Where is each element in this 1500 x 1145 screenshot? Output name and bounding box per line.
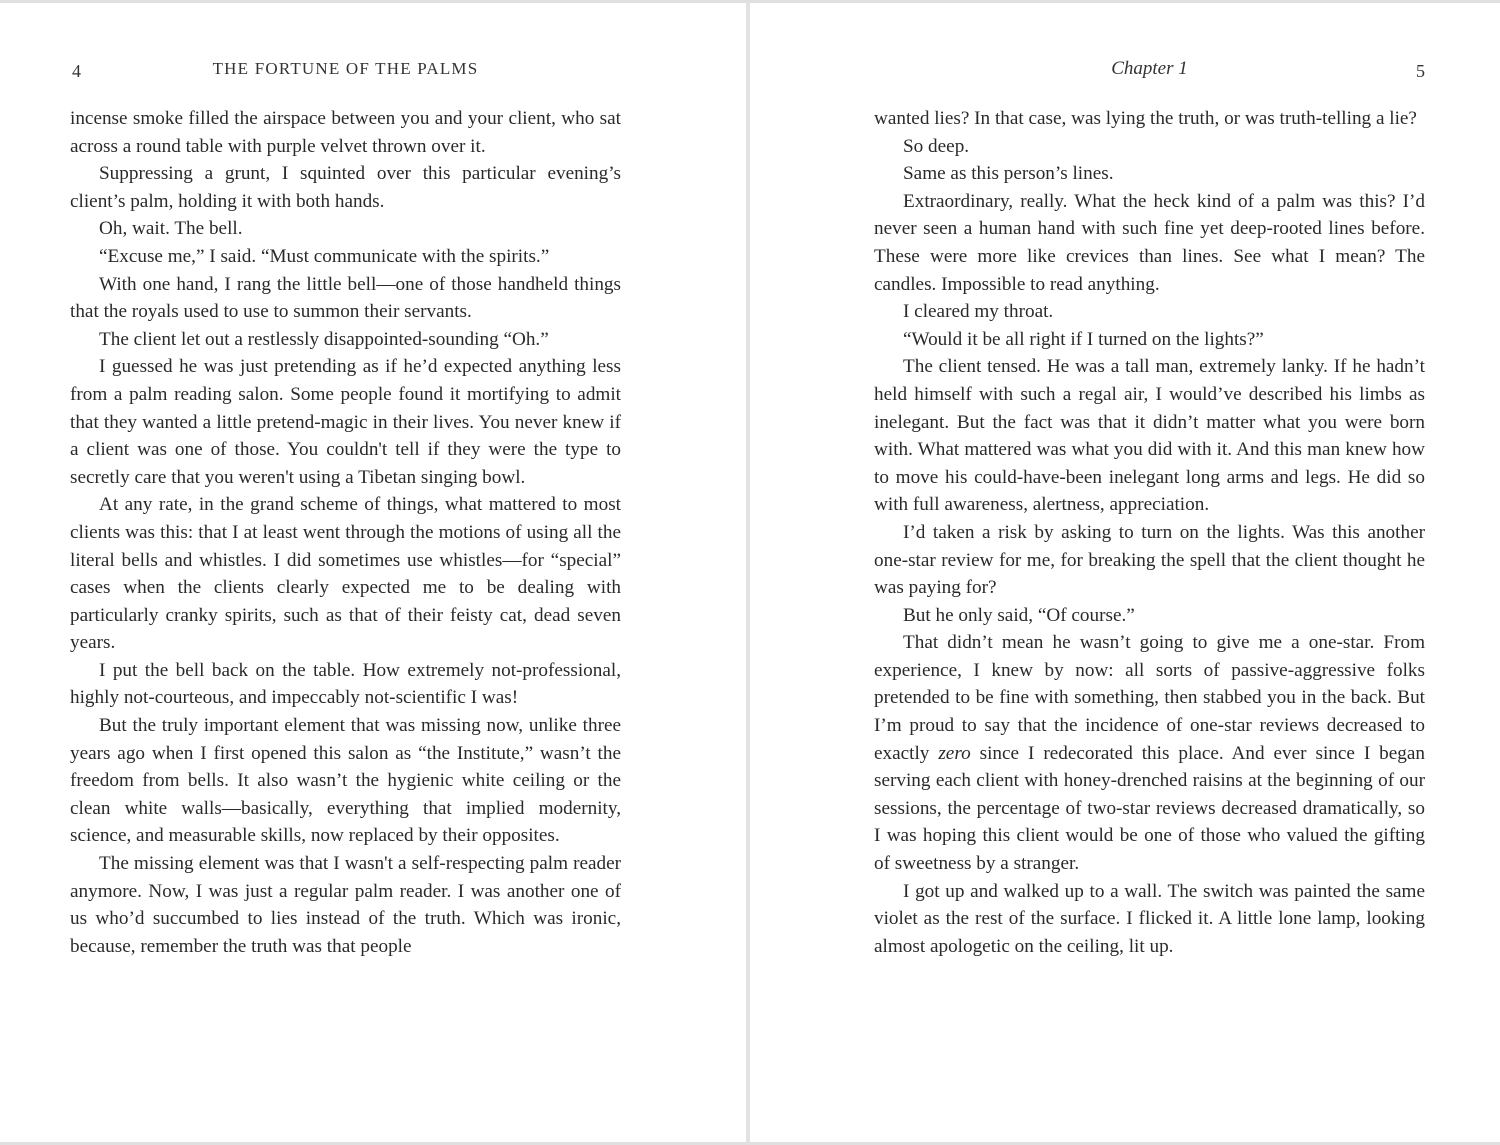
paragraph: I guessed he was just pretending as if he’d expected anything less from a palm reading salon. Some people found it mortifying to admit that they wanted a little pretend-magic in their lives. You never knew if a client was one of those. You couldn't tell if they were the type to secretly care that you weren't using a Tibetan singing bowl. <box>70 356 621 488</box>
running-head <box>874 57 1425 81</box>
paragraph: The client let out a restlessly disappointed-sounding “Oh.” <box>99 328 549 350</box>
paragraph: I got up and walked up to a wall. The switch was painted the same violet as the rest of the surface. I flicked it. A little lone lamp, looking almost apologetic on the ceiling, lit up. <box>874 880 1425 957</box>
left-page <box>0 3 746 1142</box>
page-number: 5 <box>1416 61 1425 81</box>
paragraph: With one hand, I rang the little bell—one of those handheld things that the royals used to use to summon their servants. <box>70 273 621 323</box>
paragraph: But he only said, “Of course.” <box>903 604 1135 626</box>
body-text <box>874 105 1425 960</box>
paragraph: The client tensed. He was a tall man, extremely lanky. If he hadn’t held himself with such a regal air, I would’ve described his limbs as inelegant. But the fact was that it didn’t matter what you were born with. What mattered was what you did with it. And this man knew how to move his could-have-been inelegant long arms and legs. He did so with full awareness, alertness, appreciation. <box>874 356 1425 516</box>
emphasized-word: zero <box>938 742 971 764</box>
paragraph: At any rate, in the grand scheme of things, what mattered to most clients was this: that I at least went through the motions of using all the literal bells and whistles. I did sometimes use whistles—for “special” cases when the clients clearly expected me to be dealing with particularly cranky spirits, such as that of their feisty cat, dead seven years. <box>70 494 621 654</box>
paragraph: I put the bell back on the table. How extremely not-professional, highly not-courteous, and impeccably not-scientific I was! <box>70 659 621 709</box>
book-title: THE FORTUNE OF THE PALMS <box>212 59 479 78</box>
paragraph: Oh, wait. The bell. <box>99 218 243 240</box>
text-run: That didn’t mean he wasn’t going to give me a one-star. From experience, I knew by now: all sorts of passive-aggressive folks pretended to be fine with something, then stabbed you in the back. But I’m proud to say that the incidence of one-star reviews decreased to exactly <box>874 632 1425 764</box>
paragraph: I cleared my throat. <box>903 301 1054 323</box>
paragraph: Same as this person’s lines. <box>903 163 1114 185</box>
paragraph: I’d taken a risk by asking to turn on the lights. Was this another one-star review for me, for breaking the spell that the client thought he was paying for? <box>874 521 1425 599</box>
right-page <box>750 3 1500 1142</box>
paragraph: “Would it be all right if I turned on the lights?” <box>903 328 1264 350</box>
paragraph: incense smoke filled the airspace between you and your client, who sat across a round table with purple velvet thrown over it. <box>70 108 621 157</box>
text-run: since I redecorated this place. And ever since I began serving each client with honey-drenched raisins at the beginning of our sessions, the percentage of two-star reviews decreased dramatically, so I was hoping this client would be one of those who valued the gifting of sweetness by a stranger. <box>874 742 1425 875</box>
body-text <box>70 105 621 960</box>
paragraph: So deep. <box>903 135 970 157</box>
paragraph: The missing element was that I wasn't a self-respecting palm reader anymore. Now, I was just a regular palm reader. I was another one of us who’d succumbed to lies instead of the truth. Which was ironic, because, remember the truth was that people <box>70 853 621 957</box>
paragraph: wanted lies? In that case, was lying the truth, or was truth-telling a lie? <box>874 108 1417 129</box>
running-head <box>70 57 621 81</box>
page-number: 4 <box>72 61 81 81</box>
paragraph: But the truly important element that was missing now, unlike three years ago when I first opened this salon as “the Institute,” wasn’t the freedom from bells. It also wasn’t the hygienic white ceiling or the clean white walls—basically, everything that implied modernity, science, and measurable skills, now replaced by their opposites. <box>70 715 621 847</box>
paragraph: Suppressing a grunt, I squinted over this particular evening’s client’s palm, holding it with both hands. <box>70 163 621 212</box>
paragraph: Extraordinary, really. What the heck kind of a palm was this? I’d never seen a human hand with such fine yet deep-rooted lines before. These were more like crevices than lines. See what I mean? The candles. Impossible to read anything. <box>874 190 1425 295</box>
chapter-title: Chapter 1 <box>1111 58 1188 79</box>
paragraph: “Excuse me,” I said. “Must communicate with the spirits.” <box>99 245 550 267</box>
paragraph <box>874 629 1425 877</box>
